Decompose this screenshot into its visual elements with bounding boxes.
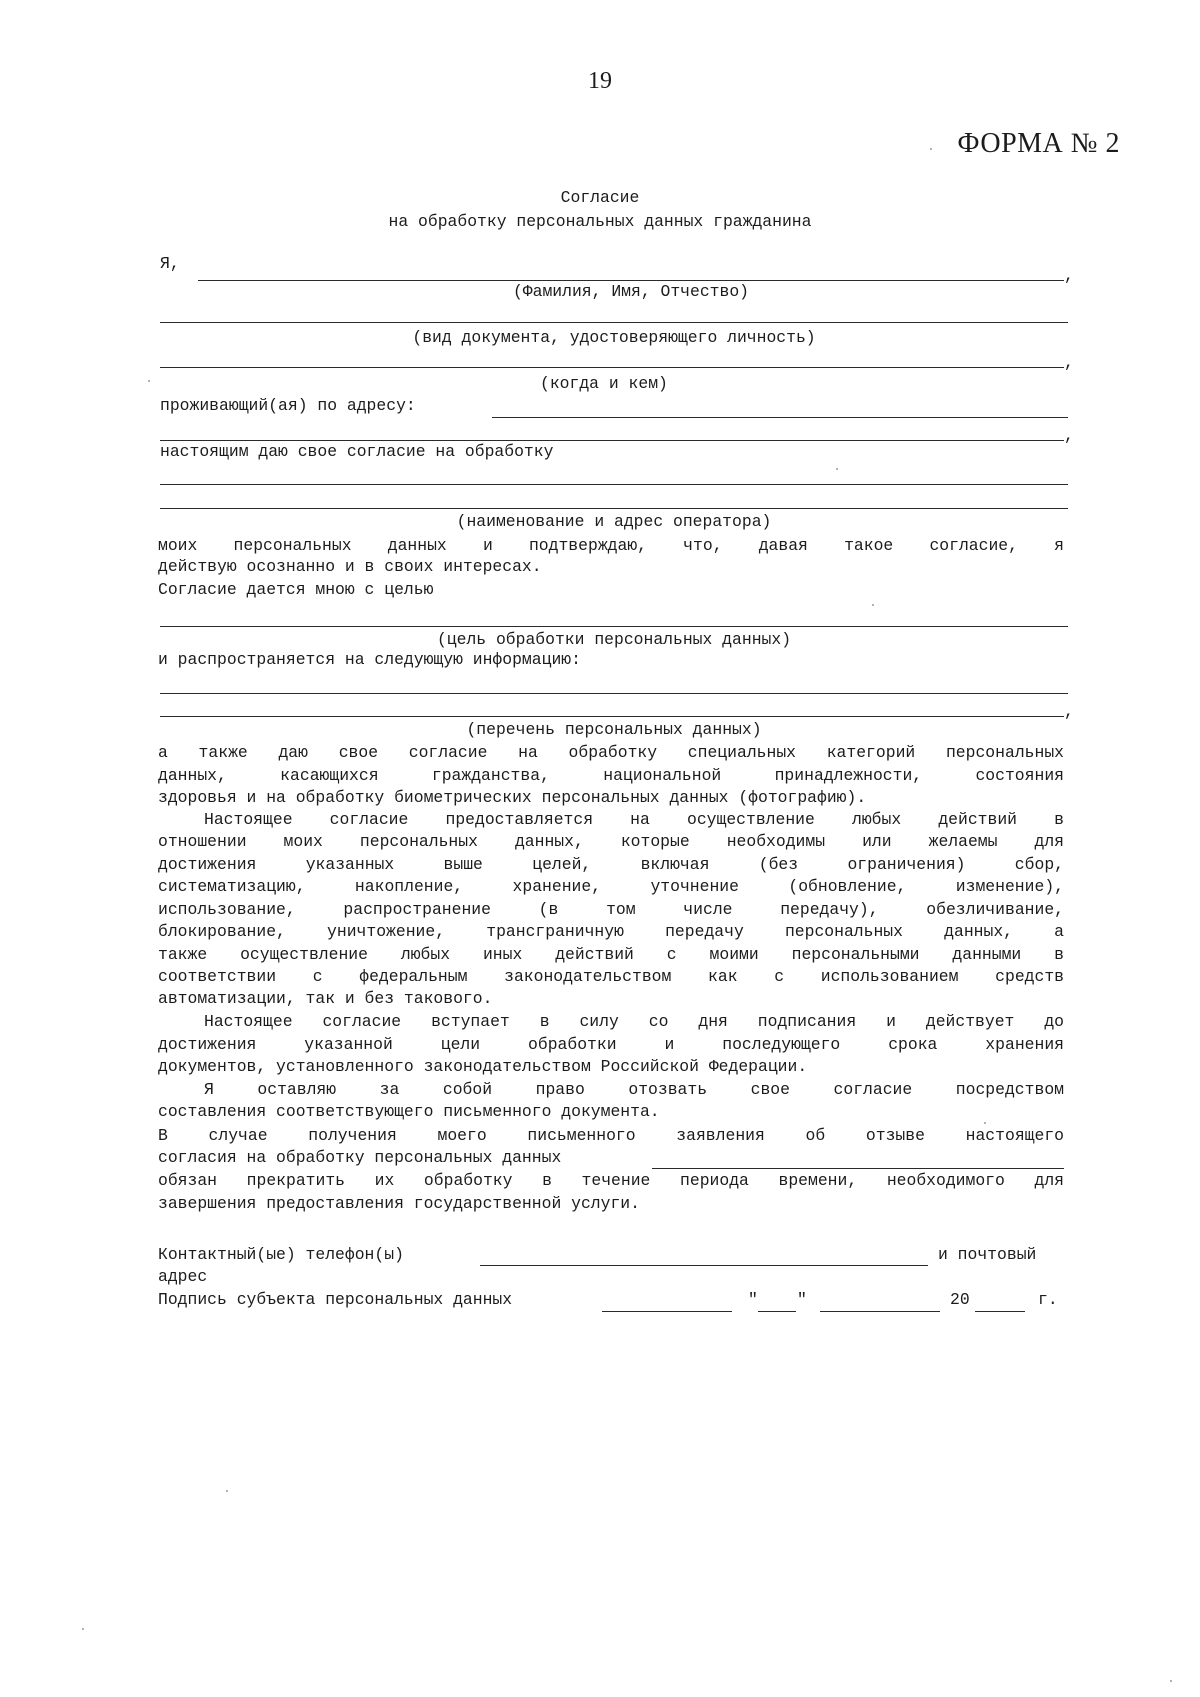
operator-caption: (наименование и адрес оператора) xyxy=(456,512,772,531)
phone-line[interactable] xyxy=(480,1265,928,1266)
para3-line-2: отношении моих персональных данных, которые необходимы или желаемы для xyxy=(158,832,1064,851)
phone-label: Контактный(ые) телефон(ы) xyxy=(158,1245,404,1264)
info-line-1[interactable] xyxy=(160,693,1068,694)
scan-speck xyxy=(984,1122,986,1124)
i-label: Я, xyxy=(160,254,180,273)
info-label: и распространяется на следующую информацию: xyxy=(158,650,581,669)
page-number: 19 xyxy=(588,68,612,94)
address-line-2[interactable] xyxy=(160,440,1064,441)
operator-line-2[interactable] xyxy=(160,508,1068,509)
fio-caption: (Фамилия, Имя, Отчество) xyxy=(512,282,750,301)
para3-line-8: соответствии с федеральным законодательством как с использованием средств xyxy=(158,967,1064,986)
para3-line-6: блокирование, уничтожение, трансграничную передачу персональных данных, а xyxy=(158,922,1064,941)
para4-line-1: Настоящее согласие вступает в силу со дня подписания и действует до xyxy=(204,1012,1064,1031)
scan-speck xyxy=(1170,1680,1172,1682)
scan-speck xyxy=(226,1490,228,1492)
month-line[interactable] xyxy=(820,1311,940,1312)
consent-label: настоящим даю свое согласие на обработку xyxy=(160,442,554,461)
para2-line-1: а также даю свое согласие на обработку специальных категорий персональных xyxy=(158,743,1064,762)
para2-line-2: данных, касающихся гражданства, национальной принадлежности, состояния xyxy=(158,766,1064,785)
info-line-2[interactable] xyxy=(160,716,1064,717)
document-line[interactable] xyxy=(160,322,1068,323)
title-line-2: на обработку персональных данных гражданина xyxy=(388,212,812,231)
para3-line-4: систематизацию, накопление, хранение, уточнение (обновление, изменение), xyxy=(158,877,1064,896)
para6-line-1: В случае получения моего письменного заявления об отзыве настоящего xyxy=(158,1126,1064,1145)
scan-speck xyxy=(836,468,838,470)
address-label: проживающий(ая) по адресу: xyxy=(160,396,416,415)
issued-line[interactable] xyxy=(160,367,1064,368)
signature-label: Подпись субъекта персональных данных xyxy=(158,1290,513,1309)
title-line-1: Согласие xyxy=(560,188,640,207)
para1-line-2: действую осознанно и в своих интересах. xyxy=(158,557,542,576)
fio-line[interactable] xyxy=(198,280,1064,281)
purpose-caption: (цель обработки персональных данных) xyxy=(436,630,792,649)
address-line-1[interactable] xyxy=(492,417,1068,418)
para6-line-4: завершения предоставления государственной услуги. xyxy=(158,1194,640,1213)
para4-line-3: документов, установленного законодательством Российской Федерации. xyxy=(158,1057,808,1076)
para3-line-3: достижения указанных выше целей, включая (без ограничения) сбор, xyxy=(158,855,1064,874)
document-caption: (вид документа, удостоверяющего личность) xyxy=(412,328,816,347)
day-line[interactable] xyxy=(758,1311,796,1312)
para4-line-2: достижения указанной цели обработки и последующего срока хранения xyxy=(158,1035,1064,1054)
scan-speck xyxy=(148,380,150,382)
purpose-line[interactable] xyxy=(160,626,1068,627)
operator-name-line[interactable] xyxy=(652,1168,1064,1169)
scan-speck xyxy=(82,1628,84,1630)
year-line[interactable] xyxy=(975,1311,1025,1312)
para3-line-5: использование, распространение (в том числе передачу), обезличивание, xyxy=(158,900,1064,919)
para5-line-1: Я оставляю за собой право отозвать свое согласие посредством xyxy=(204,1080,1064,1099)
quote-close: " xyxy=(797,1290,807,1309)
year-suffix: г. xyxy=(1038,1290,1058,1309)
para6-line-3: обязан прекратить их обработку в течение периода времени, необходимого для xyxy=(158,1171,1064,1190)
postal-label: и почтовый xyxy=(938,1245,1037,1264)
para1-line-1: моих персональных данных и подтверждаю, что, давая такое согласие, я xyxy=(158,536,1064,555)
para3-line-1: Настоящее согласие предоставляется на осуществление любых действий в xyxy=(204,810,1064,829)
purpose-label: Согласие дается мною с целью xyxy=(158,580,434,599)
para3-line-7: также осуществление любых иных действий с моими персональными данными в xyxy=(158,945,1064,964)
address-word: адрес xyxy=(158,1267,208,1286)
list-caption: (перечень персональных данных) xyxy=(466,720,762,739)
quote-open: " xyxy=(748,1290,758,1309)
issued-caption: (когда и кем) xyxy=(540,374,668,393)
para6-line-2: согласия на обработку персональных данных xyxy=(158,1148,562,1167)
signature-line[interactable] xyxy=(602,1311,732,1312)
form-number: ФОРМА № 2 xyxy=(957,128,1120,159)
operator-line-1[interactable] xyxy=(160,484,1068,485)
para3-line-9: автоматизации, так и без такового. xyxy=(158,989,493,1008)
scan-speck xyxy=(872,604,874,606)
scan-speck xyxy=(930,148,932,150)
year-prefix: 20 xyxy=(950,1290,970,1309)
document-page: 19 ФОРМА № 2 Согласие на обработку персональных данных гражданина Я, , (Фамилия, Имя, Отчество) (вид документа, удостоверяющего личность) , (когда и кем) проживающий(ая) по адресу: , настоящим даю свое согласие на обработку (наименование и адрес оператора) моих персональных данных и подтверждаю, что, давая такое согласие, я действую осознанно и в своих интересах. Согласие дается мною с целью (цель обработки персональных данных) и распространяется на следующую информацию: , (перечень персональных данных) а также даю свое согласие на обработку специальных категорий персональных данных, касающихся гражданства, национальной принадлежности, состояния здоровья и на обработку биометрических персональных данных (фотографию). Настоящее согласие предоставляется на осуществление любых действий в отношении моих персональных данных, которые необходимы или желаемы для достижения указанных выше целей, включая (без ограничения) сбор, систематизацию, накопление, хранение, уточнение (обновление, изменение), использование, распространение (в том числе передачу), обезличивание, блокирование, уничтожение, трансграничную передачу персональных данных, а также осуществление любых иных действий с моими персональными данными в соответствии с федеральным законодательством как с использованием средств автоматизации, так и без такового. Настоящее согласие вступает в силу со дня подписания и действует до достижения указанной цели обработки и последующего срока хранения документов, установленного законодательством Российской Федерации. Я оставляю за собой право отозвать свое согласие посредством составления соответствующего письменного документа. В случае получения моего письменного заявления об отзыве настоящего согласия на обработку персональных данных обязан прекратить их обработку в течение периода времени, необходимого для завершения предоставления государственной услуги. Контактный(ые) телефон(ы) и почтовый адрес Подпись субъекта персональных данных " " 20 г. xyxy=(0,0,1200,1697)
para2-line-3: здоровья и на обработку биометрических персональных данных (фотографию). xyxy=(158,788,867,807)
para5-line-2: составления соответствующего письменного документа. xyxy=(158,1102,660,1121)
